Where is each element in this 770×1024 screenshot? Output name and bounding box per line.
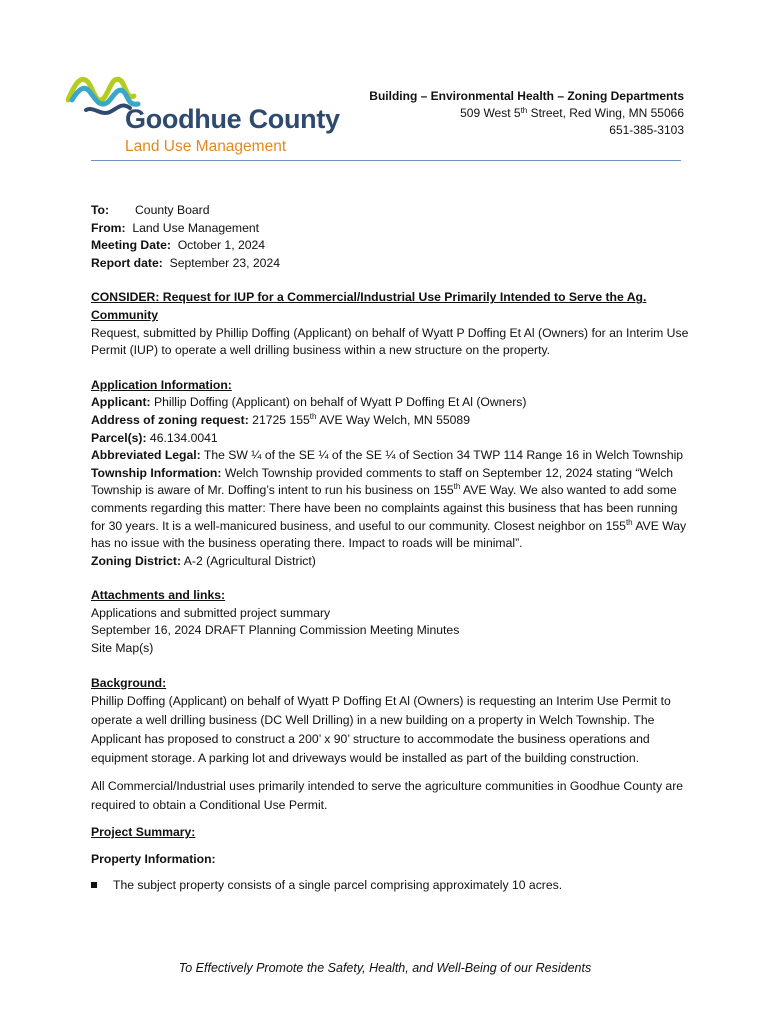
parcel-line — [91, 430, 691, 448]
from-label: From: — [91, 220, 126, 235]
zoning-address-sup: th — [309, 411, 317, 421]
parcel-value: 46.134.0041 — [146, 430, 218, 445]
legal-value: The SW ¼ of the SE ¼ of the SE ¼ of Section 34 TWP 114 Range 16 in Welch Township — [200, 448, 684, 463]
attachment-item[interactable]: Site Map(s) — [91, 641, 154, 656]
background-paragraph-2: All Commercial/Industrial uses primarily intended to serve the agriculture communities in Goodhue County are required to obtain a Conditional Use Permit. — [91, 779, 684, 813]
zoning-district-label: Zoning District: — [91, 553, 182, 568]
legal-line — [91, 447, 691, 465]
zoning-district-value: A-2 (Agricultural District) — [181, 553, 316, 568]
footer-tagline: To Effectively Promote the Safety, Health, and Well-Being of our Residents — [178, 961, 592, 975]
to-label: To: — [91, 203, 110, 217]
meeting-date-label: Meeting Date: — [91, 238, 171, 253]
header-divider — [91, 160, 681, 161]
report-date-label: Report date: — [91, 255, 163, 270]
property-bullet-text: The subject property consists of a single parcel comprising approximately 10 acres. — [113, 878, 563, 893]
memo-to — [91, 202, 691, 220]
zoning-district-line — [91, 553, 691, 571]
county-logo — [66, 66, 356, 166]
township-text-1: Welch Township provided comments to staff on September 12, 2024 stating “Welch Township is aware of Mr. Doffing’s intent to run his business on 155 — [91, 465, 674, 498]
department-phone: 651-385-3103 — [609, 123, 684, 137]
legal-label: Abbreviated Legal: — [91, 448, 201, 463]
department-info — [369, 88, 684, 139]
logo-subtitle: Land Use Management — [125, 138, 287, 155]
address-sup: th — [520, 106, 528, 115]
department-name: Building – Environmental Health – Zoning Departments — [369, 89, 684, 103]
township-sup-1: th — [453, 482, 461, 492]
memo-report-date — [91, 255, 691, 273]
department-address — [369, 105, 684, 122]
zoning-address-value-end: AVE Way Welch, MN 55089 — [316, 412, 470, 427]
application-heading: Application Information: — [91, 377, 232, 392]
applicant-line — [91, 394, 691, 412]
applicant-value: Phillip Doffing (Applicant) on behalf of Wyatt P Doffing Et Al (Owners) — [150, 395, 527, 410]
background-heading: Background: — [91, 675, 167, 690]
from-value: Land Use Management — [132, 220, 260, 235]
zoning-address-label: Address of zoning request: — [91, 412, 249, 427]
consider-text: Request, submitted by Phillip Doffing (Applicant) on behalf of Wyatt P Doffing Et Al (Owners) for an Interim Use Permit (IUP) to operate a well drilling business within a new structure on the property. — [91, 325, 689, 358]
report-date-value: September 23, 2024 — [169, 255, 281, 270]
property-info-heading: Property Information: — [91, 851, 216, 866]
applicant-label: Applicant: — [91, 395, 151, 410]
meeting-date-value: October 1, 2024 — [177, 238, 266, 253]
consider-title: CONSIDER: Request for IUP for a Commercial/Industrial Use Primarily Intended to Serve the Ag. Community — [91, 290, 647, 322]
address-text: 509 West 5 — [460, 106, 521, 120]
to-value: County Board — [135, 203, 210, 217]
memo-body — [91, 202, 691, 895]
zoning-address-value: 21725 155 — [248, 412, 310, 427]
attachment-item[interactable]: September 16, 2024 DRAFT Planning Commission Meeting Minutes — [91, 623, 460, 638]
memo-from — [91, 220, 691, 238]
square-bullet-icon — [91, 882, 97, 888]
parcel-label: Parcel(s): — [91, 430, 147, 445]
project-summary-heading: Project Summary: — [91, 825, 196, 840]
township-info — [91, 465, 691, 553]
attachment-item[interactable]: Applications and submitted project summary — [91, 605, 331, 620]
township-sup-2: th — [625, 517, 633, 527]
background-paragraph-1: Phillip Doffing (Applicant) on behalf of Wyatt P Doffing Et Al (Owners) is requesting an Interim Use Permit to operate a well drilling business (DC Well Drilling) in a new building on a property in Welch Township. The Applicant has proposed to construct a 200’ x 90’ structure to accommodate the business operations and equipment storage. A parking lot and driveways would be installed as part of the building construction. — [91, 694, 671, 766]
attachments-heading: Attachments and links: — [91, 588, 226, 603]
township-label: Township Information: — [91, 465, 222, 480]
zoning-address-line — [91, 412, 691, 430]
property-bullet — [91, 877, 691, 895]
township-text-2: AVE Way. We also wanted to add some comments regarding this matter: There have been no complaints against this business that has been running for 30 years. It is a well-manicured business, and useful to our community. Closest neighbor on 155 — [91, 483, 678, 533]
address-text-end: Street, Red Wing, MN 55066 — [527, 106, 684, 120]
memo-meeting-date — [91, 237, 691, 255]
logo-name: Goodhue County — [125, 104, 340, 134]
township-text-3: AVE Way has no issue with the business operating there. Impact to roads will be minimal”. — [91, 518, 687, 551]
